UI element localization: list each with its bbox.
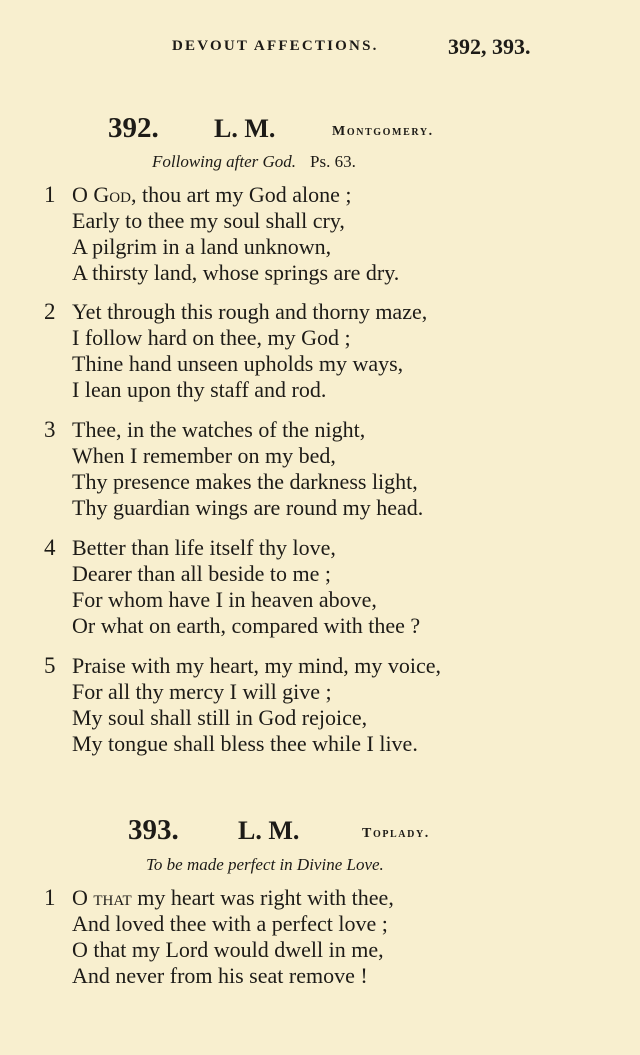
scripture-reference: Ps. 63. (310, 152, 356, 171)
verse-line: And loved thee with a perfect love ; (72, 911, 388, 936)
verse-number: 2 (44, 299, 56, 324)
hymn-number: 392. (108, 112, 159, 144)
verse-line: O that my Lord would dwell in me, (72, 937, 384, 962)
verse-first-word: O God, (72, 182, 137, 207)
verse-line: Dearer than all beside to me ; (72, 561, 332, 586)
running-title: DEVOUT AFFECTIONS. (172, 38, 379, 54)
verse-line: O that my heart was right with thee, (72, 885, 394, 910)
verse-first-word: O that (72, 885, 132, 910)
verse-line: My soul shall still in God rejoice, (72, 705, 368, 730)
hymn-subtitle-393 (146, 855, 384, 875)
hymn-heading-393 (0, 814, 640, 848)
verse-line: A thirsty land, whose springs are dry. (72, 260, 400, 285)
verse-line: For all thy mercy I will give ; (72, 679, 332, 704)
hymn-topic: Following after God. (152, 152, 297, 171)
verse-line: Praise with my heart, my mind, my voice, (72, 653, 442, 678)
verse-line: Or what on earth, compared with thee ? (72, 613, 421, 638)
verse-line: Better than life itself thy love, (72, 535, 336, 560)
hymn-number: 393. (128, 814, 179, 846)
verse-line: A pilgrim in a land unknown, (72, 234, 332, 259)
verse-line: I lean upon thy staff and rod. (72, 377, 327, 402)
verse-line: Thee, in the watches of the night, (72, 417, 366, 442)
verse-line: Thy guardian wings are round my head. (72, 495, 424, 520)
hymn-meter: L. M. (238, 816, 300, 845)
hymn-author: Montgomery. (332, 124, 434, 139)
verse-number: 5 (44, 653, 56, 678)
hymn-subtitle-392 (152, 152, 356, 172)
running-head (0, 34, 640, 64)
verse-line: Yet through this rough and thorny maze, (72, 299, 428, 324)
verse-line: Thy presence makes the darkness light, (72, 469, 418, 494)
verse-number: 4 (44, 535, 56, 560)
page-numbers: 392, 393. (448, 34, 531, 59)
verse-line: When I remember on my bed, (72, 443, 336, 468)
hymn-topic: To be made perfect in Divine Love. (146, 855, 384, 874)
hymn-meter: L. M. (214, 114, 276, 143)
verse-line: My tongue shall bless thee while I live. (72, 731, 418, 756)
verse-line: For whom have I in heaven above, (72, 587, 377, 612)
verse-number: 1 (44, 885, 56, 910)
verse-line: Thine hand unseen upholds my ways, (72, 351, 404, 376)
hymn-heading-392 (0, 112, 640, 146)
verse-line: O God, thou art my God alone ; (72, 182, 352, 207)
verse-line: I follow hard on thee, my God ; (72, 325, 351, 350)
verse-line: And never from his seat remove ! (72, 963, 368, 988)
verse-line: Early to thee my soul shall cry, (72, 208, 345, 233)
verse-number: 1 (44, 182, 56, 207)
hymn-author: Toplady. (362, 826, 430, 841)
verse-number: 3 (44, 417, 56, 442)
